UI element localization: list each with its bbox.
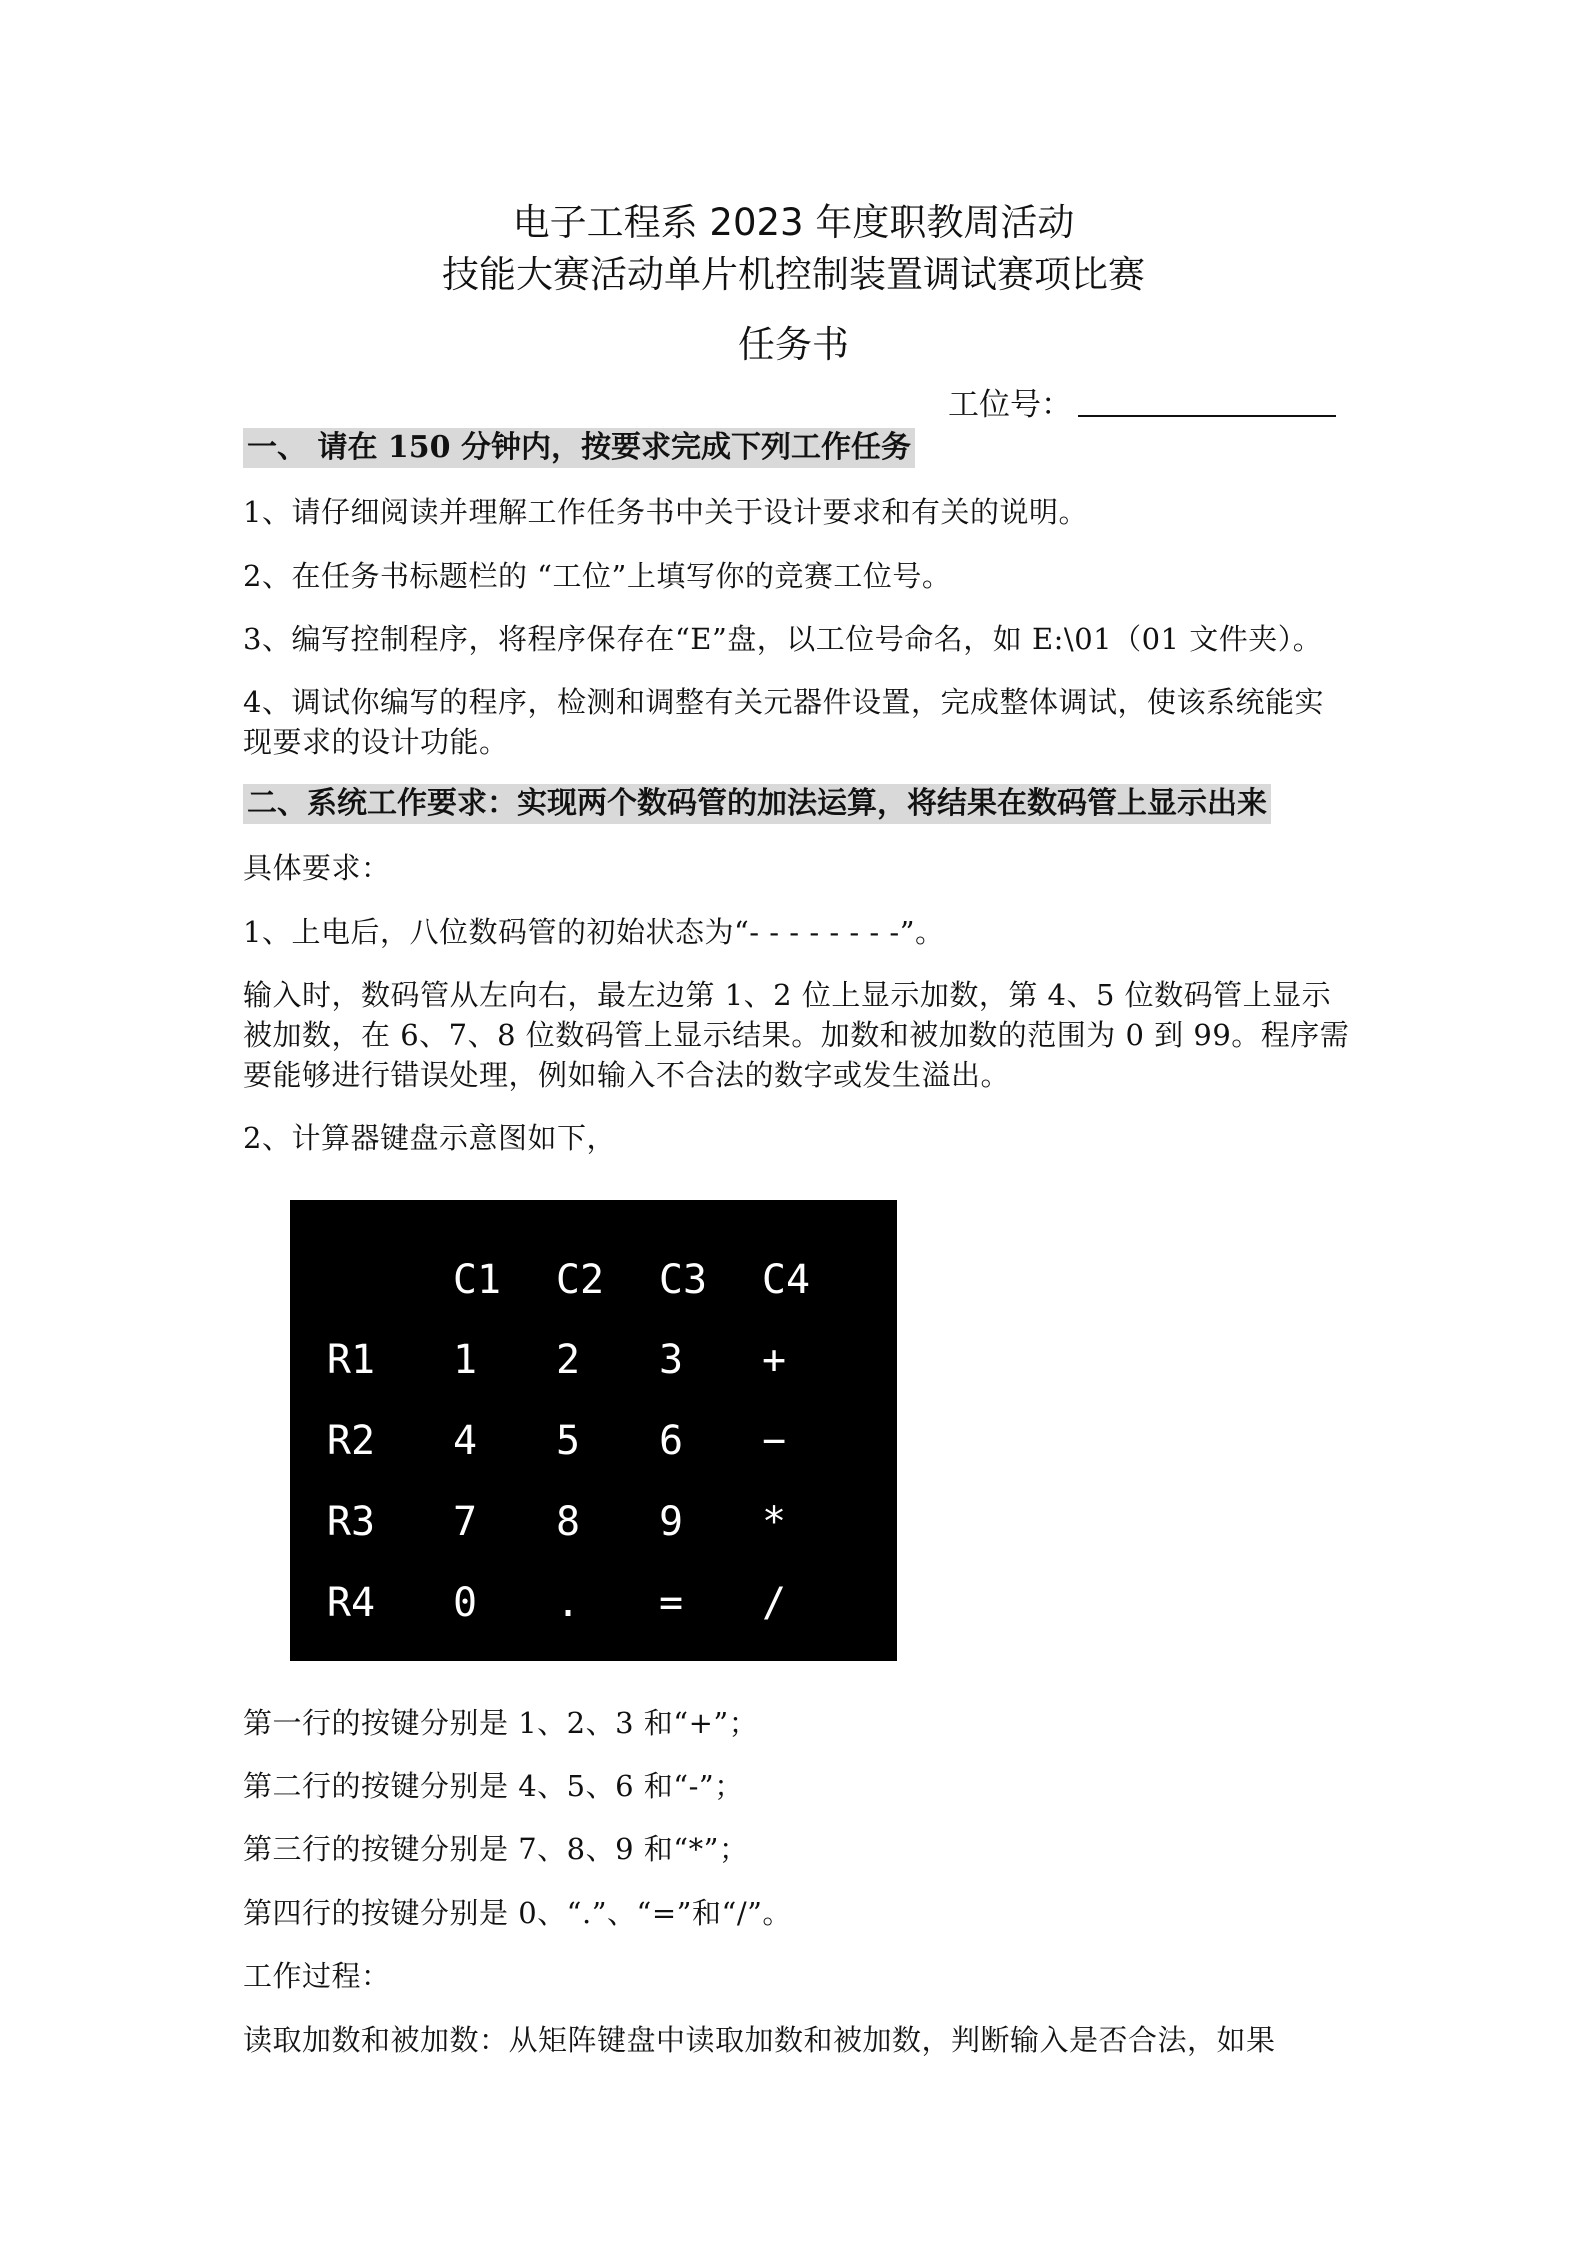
process-label: 工作过程：	[243, 1959, 391, 1993]
section2-heading: 二、系统工作要求：实现两个数码管的加法运算，将结果在数码管上显示出来	[243, 784, 1271, 824]
keypad-key: 0	[452, 1580, 478, 1626]
row-1-description: 第一行的按键分别是 1、2、3 和“+”；	[243, 1706, 759, 1740]
keypad-key: 3	[658, 1337, 684, 1383]
requirement-1-detail: 输入时，数码管从左向右，最左边第 1、2 位上显示加数，第 4、5 位数码管上显示被加数，在 6、7、8 位数码管上显示结果。加数和被加数的范围为 0 到 99。程序需要能够进行错误处理，例如输入不合法的数字或发生溢出。	[243, 978, 1350, 1092]
keypad-key: /	[761, 1580, 787, 1626]
station-number-field	[948, 384, 1336, 426]
station-label: 工位号：	[948, 387, 1072, 423]
specific-requirements-label: 具体要求：	[243, 851, 391, 885]
keypad-key: 8	[555, 1499, 581, 1545]
requirement-1: 1、上电后，八位数码管的初始状态为“- - - - - - - -”。	[243, 915, 945, 949]
keypad-key: 9	[658, 1499, 684, 1545]
keypad-key: 4	[452, 1418, 478, 1464]
task-item-4: 4、调试你编写的程序，检测和调整有关元器件设置，完成整体调试，使该系统能实现要求的设计功能。	[243, 685, 1324, 759]
requirement-2: 2、计算器键盘示意图如下，	[243, 1121, 616, 1155]
keypad-diagram	[290, 1200, 897, 1661]
keypad-key: 7	[452, 1499, 478, 1545]
row-3-description: 第三行的按键分别是 7、8、9 和“*”；	[243, 1832, 749, 1866]
task-item-3: 3、编写控制程序，将程序保存在“E”盘，以工位号命名，如 E:\01（01 文件夹）。	[243, 622, 1323, 656]
keypad-col-c3: C3	[658, 1257, 708, 1303]
row-4-description: 第四行的按键分别是 0、“.”、“=”和“/”。	[243, 1896, 792, 1930]
task-item-1: 1、请仔细阅读并理解工作任务书中关于设计要求和有关的说明。	[243, 495, 1088, 529]
station-blank-line	[1078, 385, 1336, 417]
process-text: 读取加数和被加数：从矩阵键盘中读取加数和被加数，判断输入是否合法，如果	[243, 2023, 1276, 2057]
row-2-description: 第二行的按键分别是 4、5、6 和“-”；	[243, 1769, 744, 1803]
task-item-2: 2、在任务书标题栏的 “工位”上填写你的竞赛工位号。	[243, 559, 952, 593]
keypad-key: =	[658, 1580, 684, 1626]
keypad-key: *	[761, 1499, 787, 1545]
keypad-row-r1: R1	[326, 1337, 376, 1383]
section1-heading: 一、 请在 150 分钟内，按要求完成下列工作任务	[243, 428, 915, 468]
keypad-key: 6	[658, 1418, 684, 1464]
keypad-key: +	[761, 1337, 787, 1383]
keypad-col-c1: C1	[452, 1257, 502, 1303]
keypad-col-c2: C2	[555, 1257, 605, 1303]
keypad-key: .	[555, 1580, 581, 1626]
keypad-key: 2	[555, 1337, 581, 1383]
keypad-key: −	[761, 1418, 787, 1464]
keypad-key: 5	[555, 1418, 581, 1464]
keypad-key: 1	[452, 1337, 478, 1383]
keypad-row-r3: R3	[326, 1499, 376, 1545]
keypad-row-r4: R4	[326, 1580, 376, 1626]
keypad-col-c4: C4	[761, 1257, 811, 1303]
keypad-row-r2: R2	[326, 1418, 376, 1464]
title-line-1: 电子工程系 2023 年度职教周活动	[512, 201, 1075, 244]
title-line-2: 技能大赛活动单片机控制装置调试赛项比赛	[442, 253, 1145, 296]
title-line-3: 任务书	[738, 323, 849, 366]
